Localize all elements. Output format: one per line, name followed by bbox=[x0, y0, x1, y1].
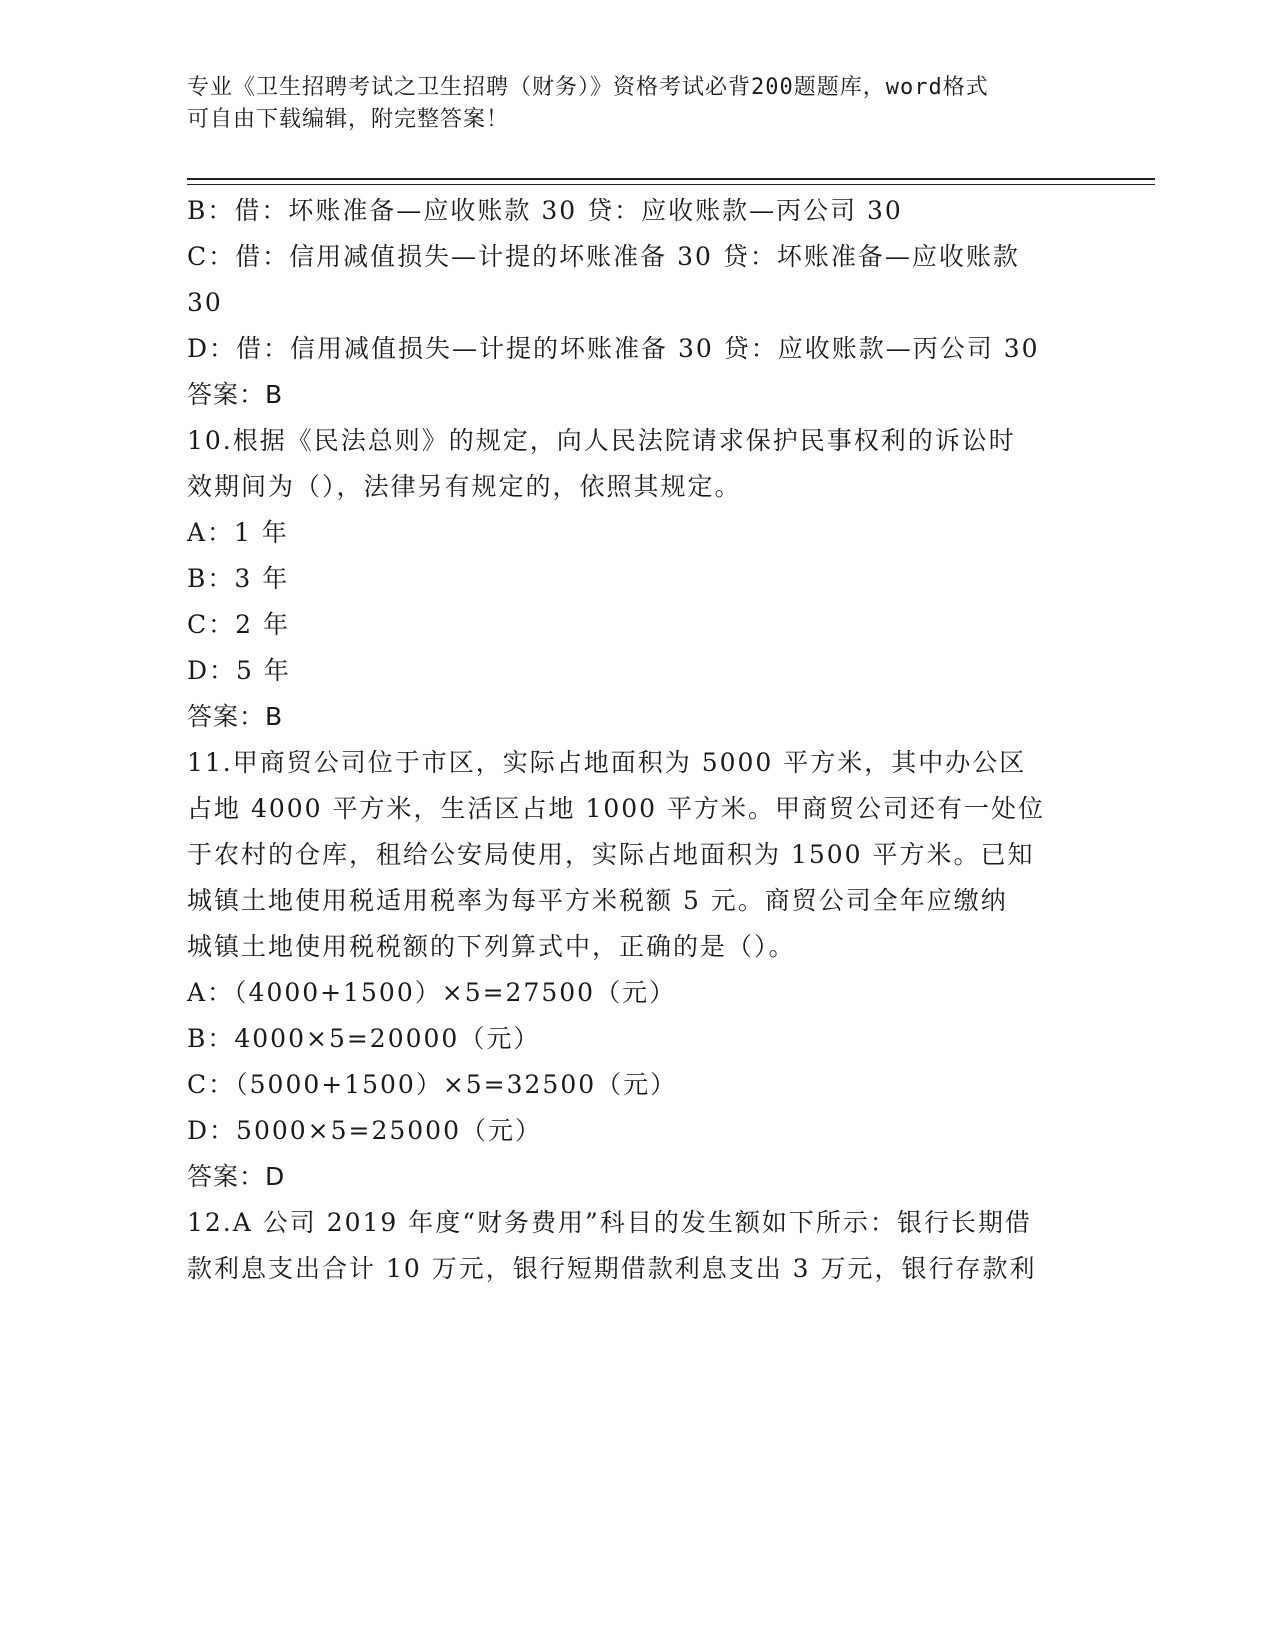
document-header bbox=[187, 72, 1067, 136]
option-d: D：5 年 bbox=[187, 656, 291, 685]
answer: 答案：B bbox=[187, 380, 284, 409]
option-c: C：（5000+1500）×5=32500（元） bbox=[187, 1070, 678, 1099]
question-stem-line: 12.A 公司 2019 年度“财务费用”科目的发生额如下所示：银行长期借 bbox=[187, 1208, 1032, 1237]
question-stem-line: 11.甲商贸公司位于市区，实际占地面积为 5000 平方米，其中办公区 bbox=[187, 748, 1027, 777]
question-12 bbox=[187, 1200, 1087, 1292]
header-line-1: 专业《卫生招聘考试之卫生招聘（财务）》资格考试必背200题题库，word格式 bbox=[187, 75, 989, 100]
answer: 答案：B bbox=[187, 702, 284, 731]
question-stem-line: 于农村的仓库，租给公安局使用，实际占地面积为 1500 平方米。已知 bbox=[187, 840, 1035, 869]
question-stem-line: 占地 4000 平方米，生活区占地 1000 平方米。甲商贸公司还有一处位 bbox=[187, 794, 1046, 823]
option-c: C：2 年 bbox=[187, 610, 290, 639]
question-stem-line: 款利息支出合计 10 万元，银行短期借款利息支出 3 万元，银行存款利 bbox=[187, 1254, 1037, 1283]
option-b: B：4000×5=20000（元） bbox=[187, 1024, 541, 1053]
question-11 bbox=[187, 740, 1087, 1200]
option-c-continued: 30 bbox=[187, 288, 223, 317]
header-divider-thin bbox=[187, 184, 1155, 185]
option-d: D：借：信用减值损失—计提的坏账准备 30 贷：应收账款—丙公司 30 bbox=[187, 334, 1040, 363]
answer: 答案：D bbox=[187, 1162, 286, 1191]
header-divider-thick bbox=[187, 178, 1155, 180]
question-stem-line: 城镇土地使用税税额的下列算式中，正确的是（）。 bbox=[187, 932, 796, 961]
question-stem-line: 10.根据《民法总则》的规定，向人民法院请求保护民事权利的诉讼时 bbox=[187, 426, 1016, 455]
document-body bbox=[187, 188, 1087, 1292]
prev-question-continuation bbox=[187, 188, 1087, 418]
option-c: C：借：信用减值损失—计提的坏账准备 30 贷：坏账准备—应收账款 bbox=[187, 242, 1020, 271]
header-line-2: 可自由下载编辑，附完整答案！ bbox=[187, 107, 510, 132]
option-d: D：5000×5=25000（元） bbox=[187, 1116, 542, 1145]
option-a: A：1 年 bbox=[187, 518, 289, 547]
question-stem-line: 城镇土地使用税适用税率为每平方米税额 5 元。商贸公司全年应缴纳 bbox=[187, 886, 1008, 915]
option-b: B：3 年 bbox=[187, 564, 290, 593]
option-a: A：（4000+1500）×5=27500（元） bbox=[187, 978, 677, 1007]
option-b: B：借：坏账准备—应收账款 30 贷：应收账款—丙公司 30 bbox=[187, 196, 903, 225]
question-stem-line: 效期间为（），法律另有规定的，依照其规定。 bbox=[187, 472, 742, 501]
question-10 bbox=[187, 418, 1087, 740]
